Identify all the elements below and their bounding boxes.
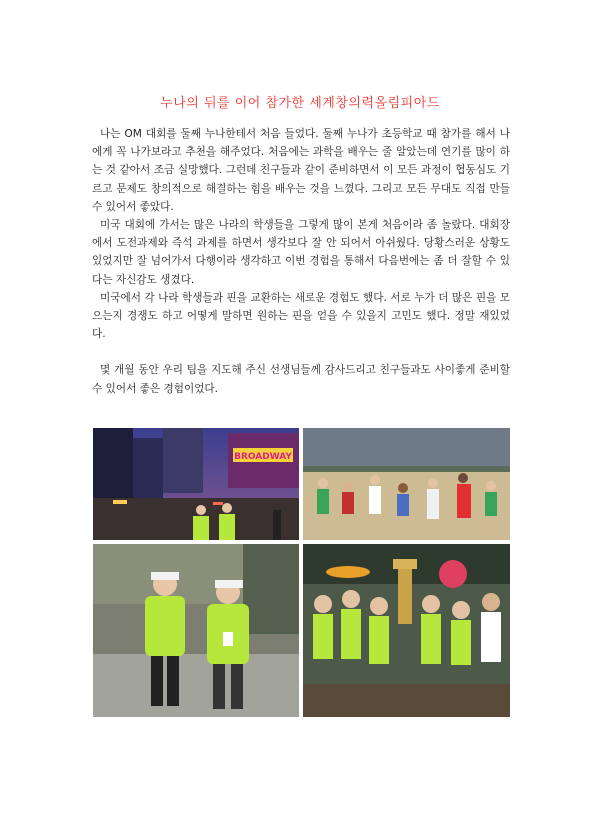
- essay-body: [92, 125, 510, 398]
- photo-gym-crowd: [303, 428, 510, 540]
- broadway-sign-text: BROADWAY: [234, 452, 292, 462]
- paragraph-3: 미국에서 각 나라 학생들과 핀을 교환하는 새로운 경험도 했다. 서로 누가 더 많은 핀을 모으는지 경쟁도 하고 어떻게 말하면 원하는 핀을 얻을 수 있을지 고민도 했다. 정말 재있었다.: [92, 291, 510, 341]
- page-title: 누나의 뒤를 이어 참가한 세계창의력올림피아드: [160, 96, 440, 111]
- photo-team-trophy: [303, 544, 510, 717]
- paragraph-4: 몇 개월 동안 우리 팀을 지도해 주신 선생님들께 감사드리고 친구들과도 사이좋게 준비할 수 있어서 좋은 경험이었다.: [92, 364, 510, 395]
- paragraph-2: 미국 대회에 가서는 많은 나라의 학생들을 그렇게 많이 본게 처음이라 좀 놀랐다. 대회장에서 도전과제와 즉석 과제를 하면서 생각보다 잘 안 되어서 아쉬웠다. 당황스러운 상황도 있었지만 잘 넘어가서 다행이라 생각하고 이번 경험을 통해서 다음번에는 좀 더 잘할 수 있다는 자신감도 생겼다.: [92, 219, 510, 286]
- paragraph-1: 나는 OM 대회를 둘째 누나한테서 처음 들었다. 둘째 누나가 초등학교 때 참가를 해서 나에게 꼭 나가보라고 추천을 해주었다. 처음에는 과학을 배우는 줄 알았는데 연기를 많이 하는 것 같아서 조금 실망했다. 그런데 친구들과 같이 준비하면서 이 모든 과정이 협동심도 기르고 문제도 창의적으로 해결하는 힘을 배우는 것을 느꼈다. 그리고 모든 무대도 직접 만들 수 있어서 좋았다.: [92, 128, 510, 213]
- photo-grid: [93, 428, 510, 718]
- photo-night-street: [93, 428, 299, 540]
- photo-kids-walking: [93, 544, 299, 717]
